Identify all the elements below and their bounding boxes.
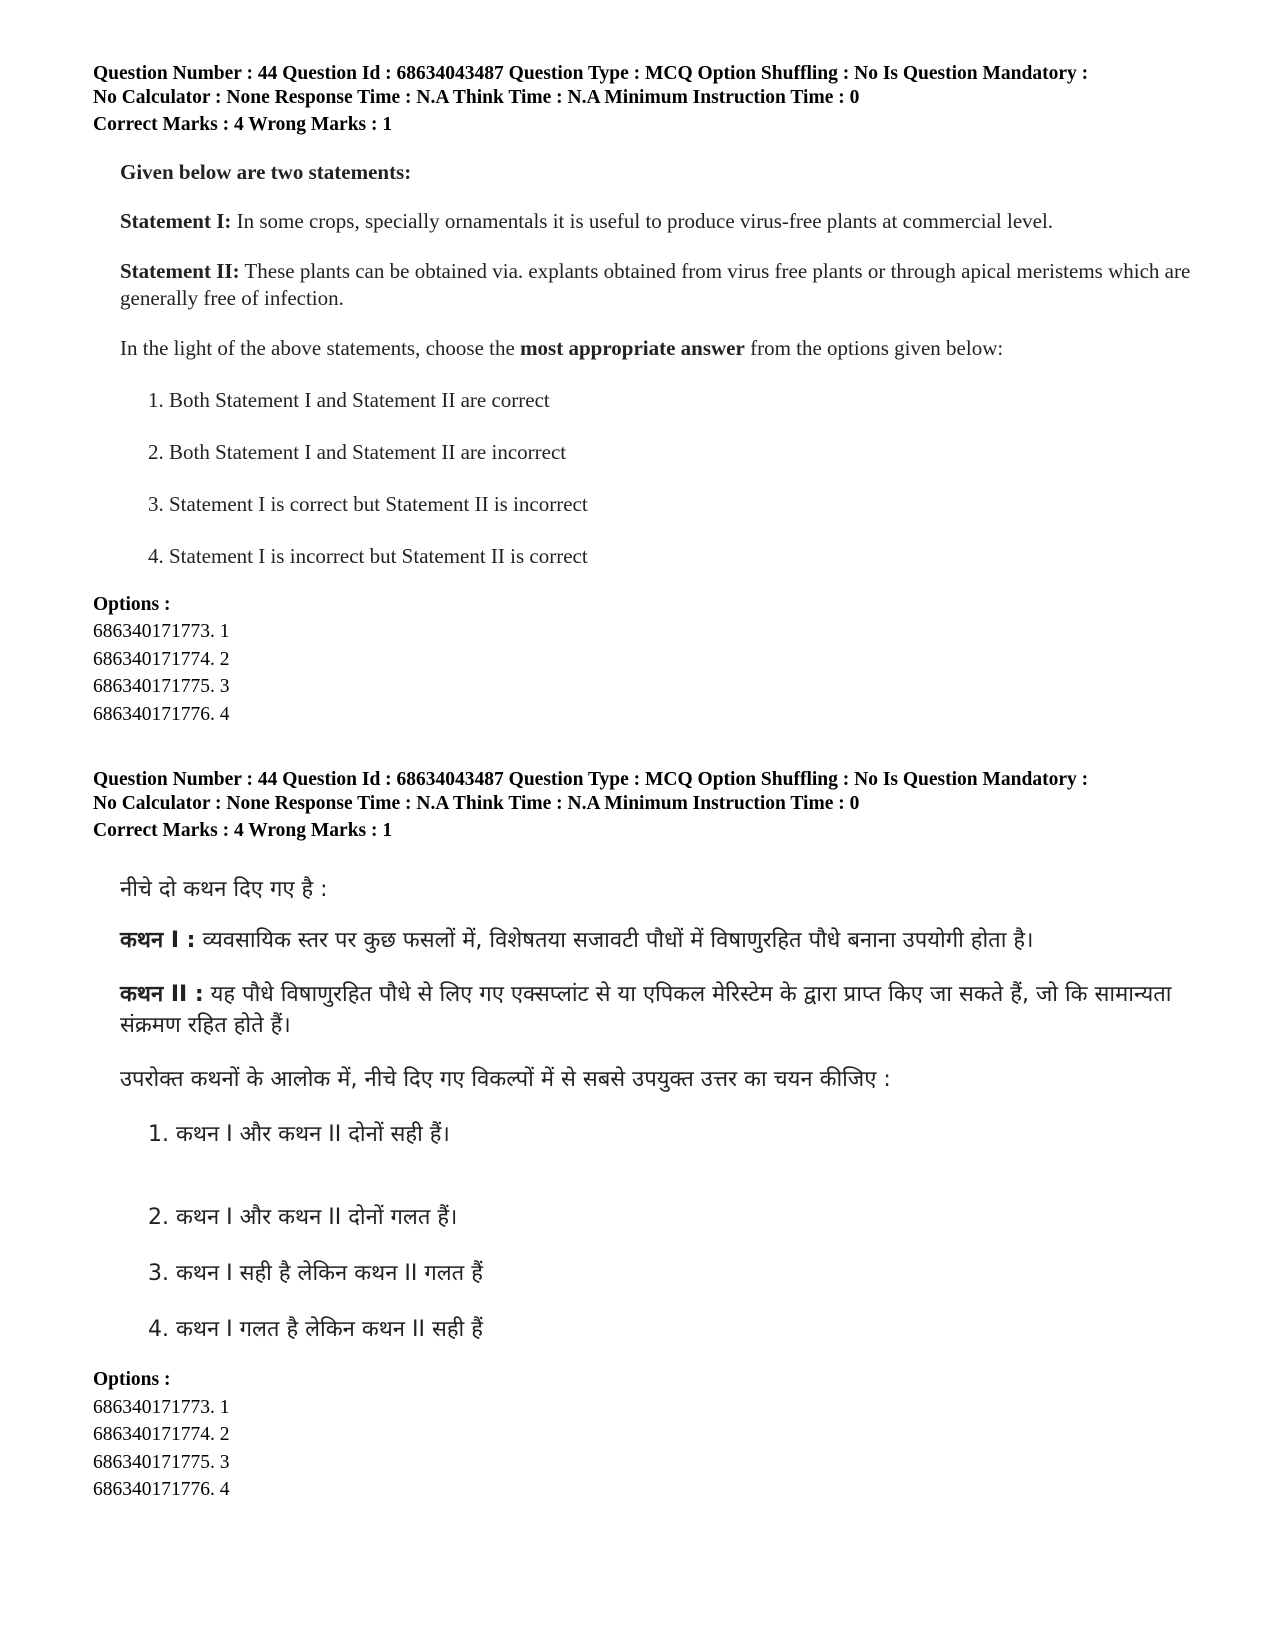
question-heading: नीचे दो कथन दिए गए है : xyxy=(120,877,328,902)
question-meta xyxy=(93,62,1213,110)
option-row: 686340171775. 3 xyxy=(93,676,230,697)
statement-label: Statement I: xyxy=(120,209,232,233)
instruction xyxy=(120,335,1200,362)
statement-text: व्यवसायिक स्तर पर कुछ फसलों में, विशेषतया सजावटी पौधों में विषाणुरहित पौधे बनाना उपयोगी होता है। xyxy=(195,928,1034,953)
choice-item: 1. Both Statement I and Statement II are correct xyxy=(148,388,550,412)
marks-line: Correct Marks : 4 Wrong Marks : 1 xyxy=(93,820,393,841)
choice-item: 4. Statement I is incorrect but Statement II is correct xyxy=(148,544,588,568)
choice-item: 4. कथन I गलत है लेकिन कथन II सही हैं xyxy=(148,1317,483,1342)
statement-1 xyxy=(120,208,1200,235)
choice-item: 1. कथन I और कथन II दोनों सही हैं। xyxy=(148,1122,450,1147)
statement-text: यह पौधे विषाणुरहित पौधे से लिए गए एक्सप्लांट से या एपिकल मेरिस्टेम के द्वारा प्राप्त किए जा सकते हैं, जो कि सामान्यता संक्रमण रहित होते हैं। xyxy=(120,982,1172,1038)
marks-line: Correct Marks : 4 Wrong Marks : 1 xyxy=(93,114,393,135)
statement-text: In some crops, specially ornamentals it is useful to produce virus-free plants at commercial level. xyxy=(231,209,1054,233)
choice-item: 2. कथन I और कथन II दोनों गलत हैं। xyxy=(148,1205,458,1230)
statement-2 xyxy=(120,258,1200,312)
statement-label: Statement II: xyxy=(120,259,240,283)
options-label: Options : xyxy=(93,594,171,615)
option-row: 686340171776. 4 xyxy=(93,704,230,725)
question-meta-line: No Calculator : None Response Time : N.A Think Time : N.A Minimum Instruction Time : 0 xyxy=(93,87,860,108)
option-row: 686340171773. 1 xyxy=(93,621,230,642)
statement-1 xyxy=(120,925,1200,956)
statement-text: These plants can be obtained via. explants obtained from virus free plants or through apical meristems which are generally free of infection. xyxy=(120,259,1191,310)
instruction xyxy=(120,1064,1200,1095)
instruction-text: In the light of the above statements, choose the xyxy=(120,336,521,360)
option-row: 686340171774. 2 xyxy=(93,649,230,670)
instruction-text: उपरोक्त कथनों के आलोक में, नीचे दिए गए विकल्पों में से सबसे उपयुक्त उत्तर का चयन कीजिए : xyxy=(120,1067,891,1092)
option-row: 686340171776. 4 xyxy=(93,1479,230,1500)
option-row: 686340171773. 1 xyxy=(93,1397,230,1418)
statement-2 xyxy=(120,979,1200,1041)
options-label: Options : xyxy=(93,1369,171,1390)
instruction-text: from the options given below: xyxy=(744,336,1004,360)
option-row: 686340171774. 2 xyxy=(93,1424,230,1445)
question-meta-line: Question Number : 44 Question Id : 68634043487 Question Type : MCQ Option Shuffling : No Is Question Mandatory : xyxy=(93,63,1089,84)
choice-item: 2. Both Statement I and Statement II are incorrect xyxy=(148,440,567,464)
choice-item: 3. कथन I सही है लेकिन कथन II गलत हैं xyxy=(148,1261,483,1286)
question-meta xyxy=(93,768,1213,816)
question-meta-line: Question Number : 44 Question Id : 68634043487 Question Type : MCQ Option Shuffling : No Is Question Mandatory : xyxy=(93,769,1089,790)
statement-label: कथन I : xyxy=(120,928,196,953)
question-heading: Given below are two statements: xyxy=(120,160,412,184)
choice-item: 3. Statement I is correct but Statement II is incorrect xyxy=(148,492,588,516)
option-row: 686340171775. 3 xyxy=(93,1452,230,1473)
question-meta-line: No Calculator : None Response Time : N.A Think Time : N.A Minimum Instruction Time : 0 xyxy=(93,793,860,814)
statement-label: कथन II : xyxy=(120,982,204,1007)
instruction-emphasis: most appropriate answer xyxy=(520,336,745,360)
